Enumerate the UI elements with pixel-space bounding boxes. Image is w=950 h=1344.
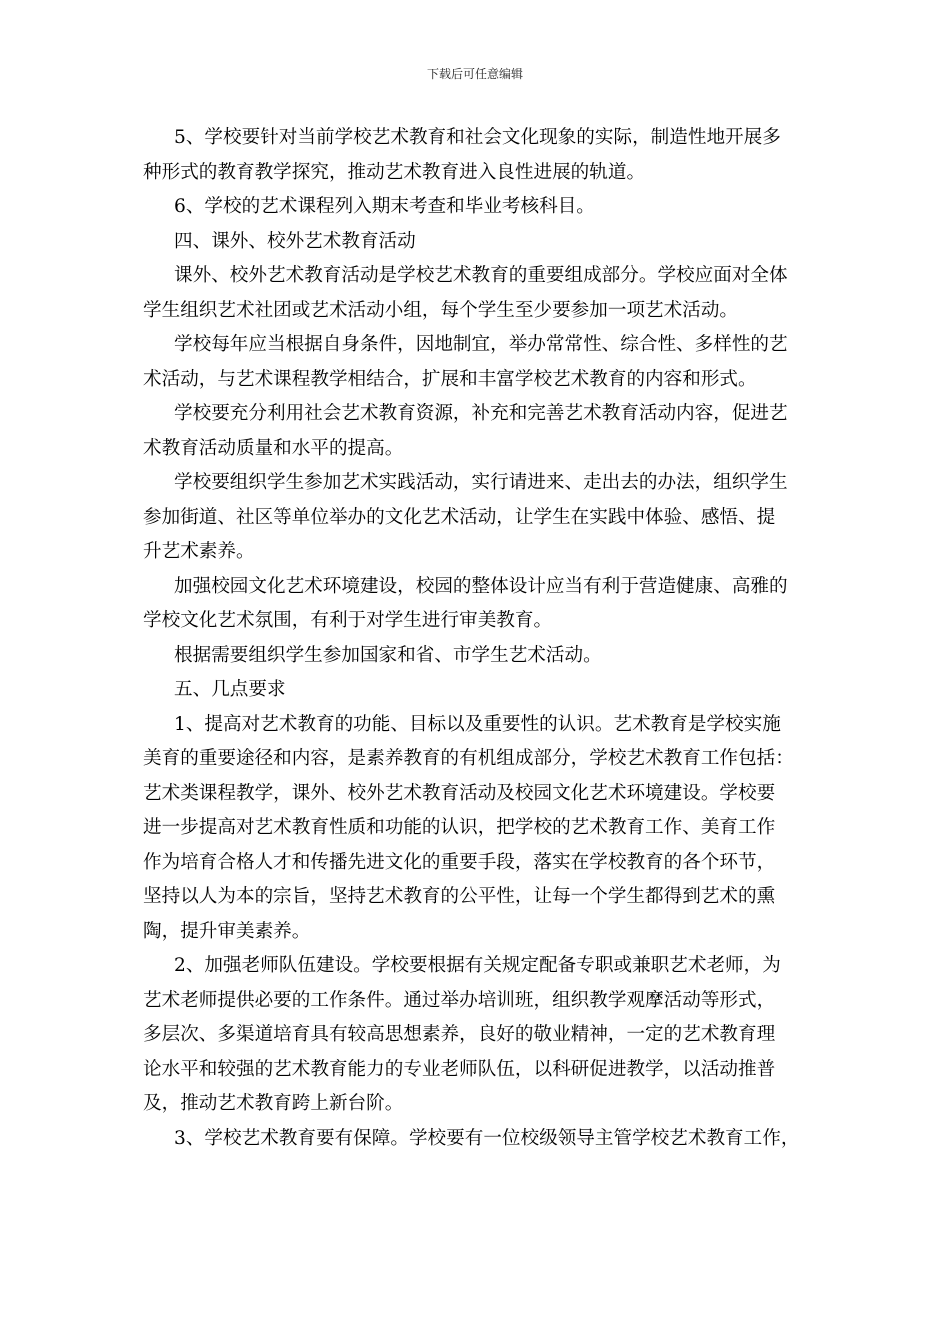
text-line: 进一步提高对艺术教育性质和功能的认识，把学校的艺术教育工作、美育工作 (143, 817, 776, 838)
text-line: 学校每年应当根据自身条件，因地制宜，举办常常性、综合性、多样性的艺 (174, 334, 788, 355)
text-line: 5、学校要针对当前学校艺术教育和社会文化现象的实际，制造性地开展多 (174, 127, 781, 148)
text-line: 学校文化艺术氛围，有利于对学生进行审美教育。 (143, 610, 553, 631)
text-line: 学生组织艺术社团或艺术活动小组，每个学生至少要参加一项艺术活动。 (143, 299, 739, 321)
text-line: 3、学校艺术教育要有保障。学校要有一位校级领导主管学校艺术教育工作， (174, 1127, 800, 1149)
text-line: 艺术类课程教学，课外、校外艺术教育活动及校园文化艺术环境建设。学校要 (143, 782, 776, 804)
text-line: 论水平和较强的艺术教育能力的专业老师队伍，以科研促进教学，以活动推普 (143, 1058, 776, 1080)
text-line: 陶，提升审美素养。 (143, 920, 311, 942)
text-line: 及，推动艺术教育跨上新台阶。 (143, 1093, 404, 1114)
text-line: 加强校园文化艺术环境建设，校园的整体设计应当有利于营造健康、高雅的 (174, 575, 788, 597)
text-line: 6、学校的艺术课程列入期末考查和毕业考核科目。 (174, 196, 595, 217)
text-line: 四、课外、校外艺术教育活动 (174, 230, 416, 252)
page-header: 下载后可任意编辑 (426, 67, 523, 81)
text-line: 根据需要组织学生参加国家和省、市学生艺术活动。 (174, 644, 602, 666)
text-line: 艺术老师提供必要的工作条件。通过举办培训班，组织教学观摩活动等形式， (143, 989, 776, 1011)
text-line: 坚持以人为本的宗旨，坚持艺术教育的公平性，让每一个学生都得到艺术的熏 (143, 886, 776, 907)
document-body (143, 121, 813, 1156)
text-line: 多层次、多渠道培育具有较高思想素养，良好的敬业精神，一定的艺术教育理 (143, 1024, 776, 1045)
text-line: 术活动，与艺术课程教学相结合，扩展和丰富学校艺术教育的内容和形式。 (143, 368, 757, 390)
text-line: 术教育活动质量和水平的提高。 (143, 437, 404, 459)
text-line: 升艺术素养。 (143, 541, 255, 562)
text-line: 学校要充分利用社会艺术教育资源，补充和完善艺术教育活动内容，促进艺 (174, 403, 788, 424)
text-line: 1、提高对艺术教育的功能、目标以及重要性的认识。艺术教育是学校实施 (174, 713, 781, 735)
text-line: 学校要组织学生参加艺术实践活动，实行请进来、走出去的办法，组织学生 (174, 472, 788, 493)
text-line: 2、加强老师队伍建设。学校要根据有关规定配备专职或兼职艺术老师，为 (174, 955, 781, 976)
text-line: 参加街道、社区等单位举办的文化艺术活动，让学生在实践中体验、感悟、提 (143, 506, 776, 528)
text-line: 美育的重要途径和内容，是素养教育的有机组成部分，学校艺术教育工作包括： (143, 748, 794, 769)
text-line: 课外、校外艺术教育活动是学校艺术教育的重要组成部分。学校应面对全体 (174, 265, 788, 286)
text-line: 种形式的教育教学探究，推动艺术教育进入良性进展的轨道。 (143, 161, 646, 183)
text-line: 五、几点要求 (174, 679, 286, 700)
text-line: 作为培育合格人才和传播先进文化的重要手段，落实在学校教育的各个环节， (143, 851, 776, 873)
